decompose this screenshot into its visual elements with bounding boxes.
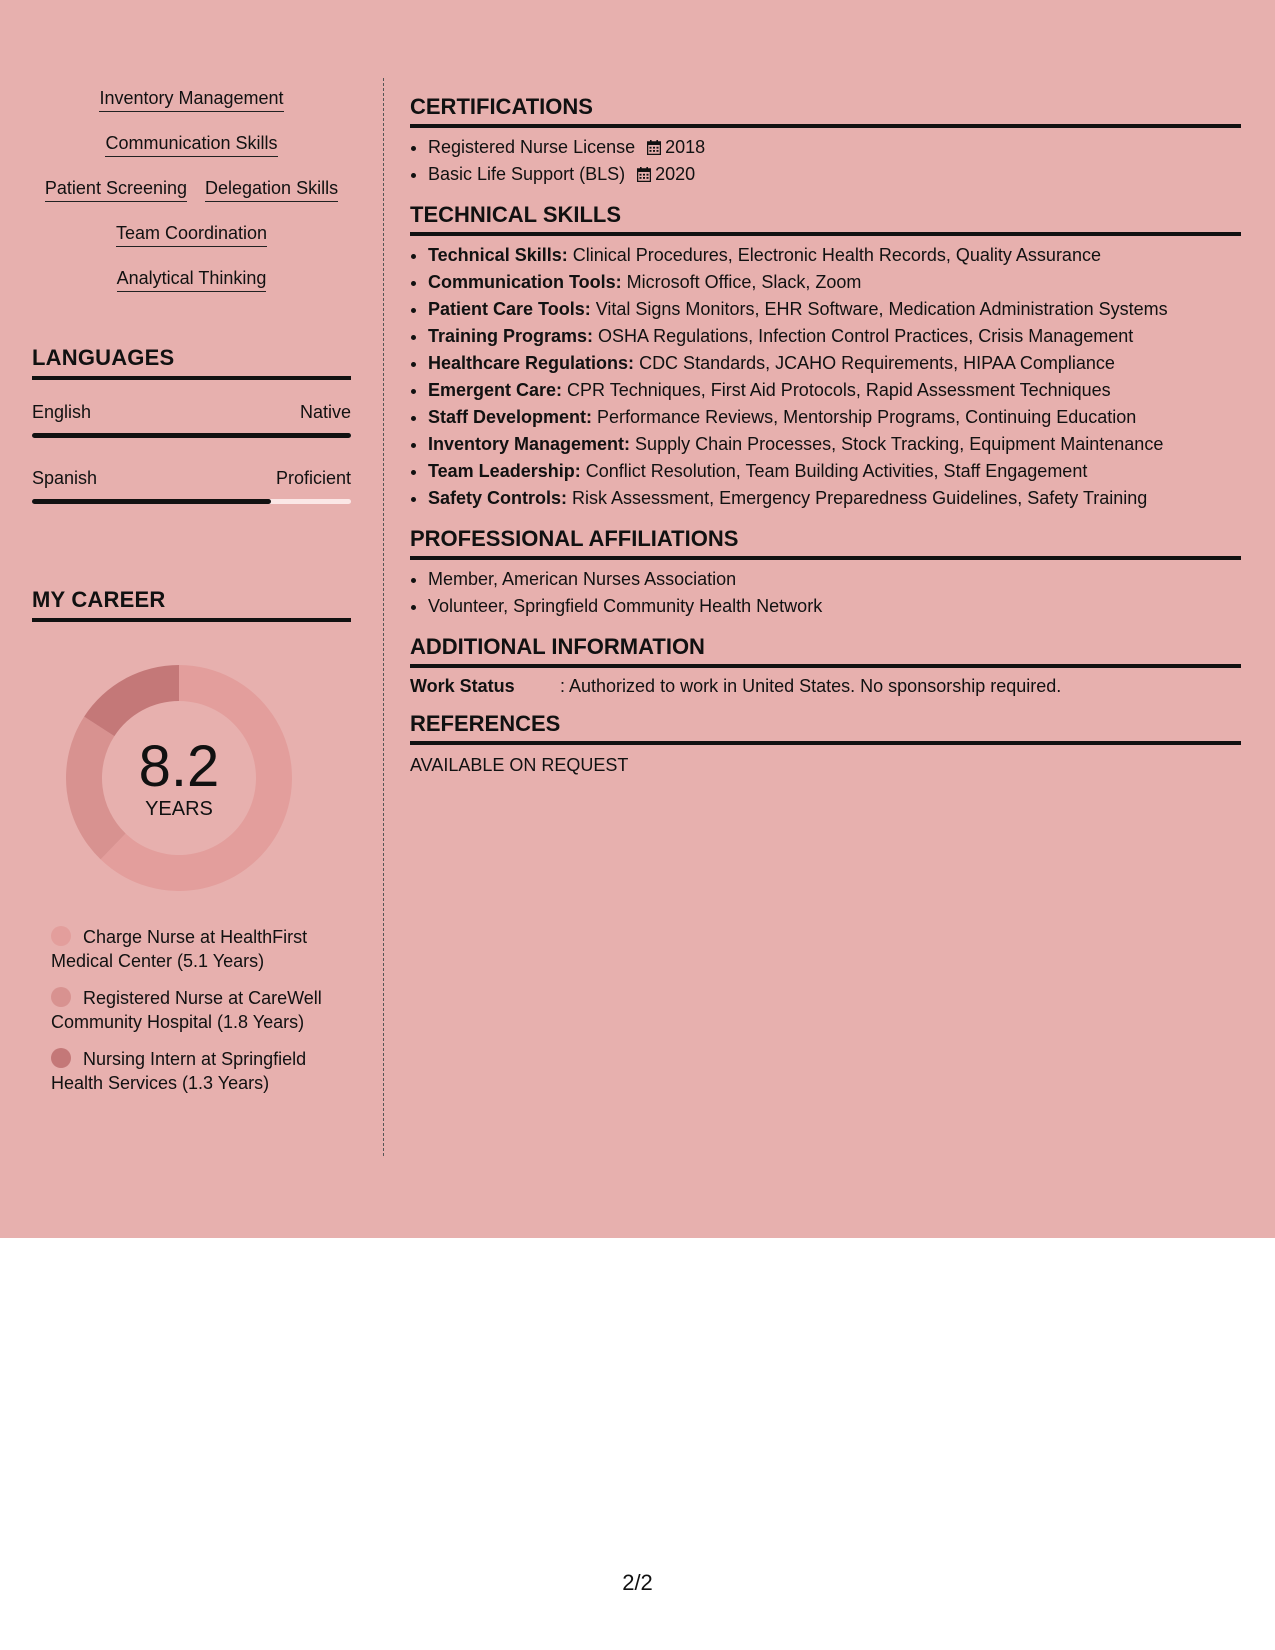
affiliations-title: PROFESSIONAL AFFILIATIONS <box>410 526 1241 560</box>
skill-tag: Inventory Management <box>99 78 283 112</box>
certifications-section <box>410 94 1241 188</box>
career-total-unit: YEARS <box>145 798 213 820</box>
legend-item <box>51 1047 341 1095</box>
additional-info-section <box>410 634 1241 697</box>
references-section <box>410 711 1241 776</box>
main-column <box>410 94 1241 790</box>
references-title: REFERENCES <box>410 711 1241 745</box>
languages-title: LANGUAGES <box>32 345 351 380</box>
legend-label: Registered Nurse at CareWell Community Hospital (1.8 Years) <box>51 988 322 1032</box>
calendar-icon <box>637 167 651 182</box>
language-name: English <box>32 402 92 422</box>
skills-tags <box>32 78 351 303</box>
language-name: Spanish <box>32 468 98 488</box>
career-section <box>32 587 351 622</box>
skill-line-text: Microsoft Office, Slack, Zoom <box>621 272 862 292</box>
affiliation-item: • Volunteer, Springfield Community Health Network <box>428 593 1241 620</box>
skill-line-label: Emergent Care: <box>428 380 563 400</box>
skill-line <box>428 431 1241 458</box>
skill-line-text: Risk Assessment, Emergency Preparedness Guidelines, Safety Training <box>567 488 1148 508</box>
legend-item <box>51 925 341 973</box>
skill-line-label: Safety Controls: <box>428 488 568 508</box>
skill-line <box>428 242 1241 269</box>
certification-name: Registered Nurse License <box>428 137 636 157</box>
skill-tag: Team Coordination <box>116 213 267 247</box>
legend-dot <box>51 926 71 946</box>
work-status-label: Work Status <box>410 676 515 696</box>
skill-line-text: OSHA Regulations, Infection Control Practices, Crisis Management <box>593 326 1134 346</box>
legend-dot <box>51 987 71 1007</box>
legend-dot <box>51 1048 71 1068</box>
language-level: Native <box>299 402 351 422</box>
legend-label: Charge Nurse at HealthFirst Medical Center (5.1 Years) <box>51 927 308 971</box>
affiliation-item: • Member, American Nurses Association <box>428 566 1241 593</box>
certification-item <box>428 134 1241 161</box>
legend-item <box>51 986 341 1034</box>
skill-line-text: Conflict Resolution, Team Building Activities, Staff Engagement <box>580 461 1088 481</box>
skill-line-label: Training Programs: <box>428 326 594 346</box>
skill-line <box>428 458 1241 485</box>
skill-line <box>428 269 1241 296</box>
skill-tag: Delegation Skills <box>205 168 338 202</box>
certification-year: 2018 <box>665 137 706 157</box>
work-status-value: : Authorized to work in United States. No sponsorship required. <box>560 676 1062 696</box>
technical-skills-section <box>410 202 1241 512</box>
skill-line <box>428 377 1241 404</box>
language-bar-fill <box>32 499 271 504</box>
skill-tag: Patient Screening <box>45 168 187 202</box>
certification-year: 2020 <box>655 164 696 184</box>
skill-line-label: Communication Tools: <box>428 272 622 292</box>
languages-section <box>32 345 351 504</box>
skill-line <box>428 485 1241 512</box>
calendar-icon <box>647 140 661 155</box>
language-level: Proficient <box>275 468 351 488</box>
career-donut-chart <box>66 665 292 891</box>
language-bar-fill <box>32 433 351 438</box>
language-item <box>32 468 351 504</box>
affiliations-section <box>410 526 1241 620</box>
additional-info-title: ADDITIONAL INFORMATION <box>410 634 1241 668</box>
certification-item <box>428 161 1241 188</box>
legend-label: Nursing Intern at Springfield Health Services (1.3 Years) <box>51 1049 307 1093</box>
work-status-row <box>410 676 1241 697</box>
skill-line-label: Inventory Management: <box>428 434 631 454</box>
technical-skills-title: TECHNICAL SKILLS <box>410 202 1241 236</box>
career-total-value: 8.2 <box>138 734 220 799</box>
skill-line-text: CDC Standards, JCAHO Requirements, HIPAA Compliance <box>634 353 1115 373</box>
career-title: MY CAREER <box>32 587 351 622</box>
skill-line-label: Staff Development: <box>428 407 593 427</box>
skill-line-label: Team Leadership: <box>428 461 581 481</box>
column-divider <box>383 78 384 1156</box>
skill-tag: Communication Skills <box>105 123 277 157</box>
skill-line-text: CPR Techniques, First Aid Protocols, Rapid Assessment Techniques <box>562 380 1111 400</box>
donut-center <box>66 665 292 891</box>
skill-line <box>428 296 1241 323</box>
skill-line-label: Patient Care Tools: <box>428 299 591 319</box>
skill-line-text: Supply Chain Processes, Stock Tracking, Equipment Maintenance <box>630 434 1164 454</box>
skill-tag: Analytical Thinking <box>117 258 267 292</box>
page-number: 2/2 <box>622 1570 653 1595</box>
references-text: AVAILABLE ON REQUEST <box>410 755 629 775</box>
language-item <box>32 402 351 438</box>
skill-line <box>428 323 1241 350</box>
certification-name: Basic Life Support (BLS) <box>428 164 626 184</box>
skill-line <box>428 404 1241 431</box>
skill-line-text: Clinical Procedures, Electronic Health Records, Quality Assurance <box>567 245 1101 265</box>
skill-line-label: Technical Skills: <box>428 245 568 265</box>
skill-line-text: Performance Reviews, Mentorship Programs, Continuing Education <box>592 407 1137 427</box>
skill-line-label: Healthcare Regulations: <box>428 353 635 373</box>
career-legend <box>51 925 341 1108</box>
language-bar <box>32 499 351 504</box>
certifications-title: CERTIFICATIONS <box>410 94 1241 128</box>
skill-line <box>428 350 1241 377</box>
language-bar <box>32 433 351 438</box>
skill-line-text: Vital Signs Monitors, EHR Software, Medication Administration Systems <box>590 299 1168 319</box>
